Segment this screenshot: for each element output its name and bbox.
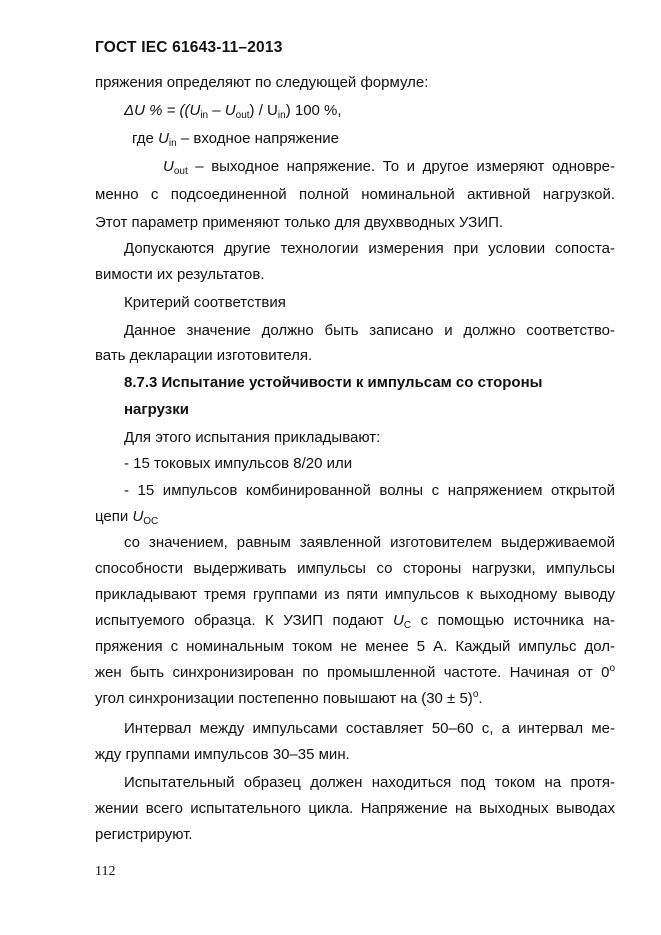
text-line: испытуемого образца. К УЗИП подают $U_C$ с помощью источника на- xyxy=(95,612,615,631)
text-line: жен быть синхронизирован по промышленной частоте. Начиная от 0$^o$ xyxy=(95,663,615,681)
text-line: вимости их результатов. xyxy=(95,266,265,283)
text-line: угол синхронизации постепенно повышают на $(30 \pm 5)^o$. xyxy=(95,689,483,707)
text-line: регистрируют. xyxy=(95,826,193,843)
document-header: ГОСТ IEC 61643-11–2013 xyxy=(95,39,283,56)
page-number: 112 xyxy=(95,864,116,879)
text-line: пряжения с номинальным током не менее 5 А. Каждый импульс дол- xyxy=(95,638,615,655)
formula-where-line: где $U_{in}$ – входное напряжение xyxy=(132,130,340,149)
list-item: - 15 импульсов комбинированной волны с напряжением открытой xyxy=(124,482,615,499)
text-line: Этот параметр применяют только для двухвводных УЗИП. xyxy=(95,214,504,231)
text-line: цепи $U_{OC}$ xyxy=(95,508,159,527)
text-line: пряжения определяют по следующей формуле: xyxy=(95,74,429,91)
text-line: способности выдерживать импульсы со стороны нагрузки, импульсы xyxy=(95,560,615,577)
text-line: менно с подсоединенной полной номинальной активной нагрузкой. xyxy=(95,186,615,203)
section-heading: 8.7.3 Испытание устойчивости к импульсам со стороны xyxy=(124,374,543,391)
section-heading-cont: нагрузки xyxy=(124,401,189,418)
text-line: жении всего испытательного цикла. Напряжение на выходных выводах xyxy=(95,800,615,817)
text-line: со значением, равным заявленной изготовителем выдерживаемой xyxy=(124,534,615,551)
list-item: - 15 токовых импульсов 8/20 или xyxy=(124,455,353,472)
text-line: Для этого испытания прикладывают: xyxy=(124,429,381,446)
text-line: вать декларации изготовителя. xyxy=(95,347,313,364)
text-line: жду группами импульсов 30–35 мин. xyxy=(95,746,350,763)
text-line: Критерий соответствия xyxy=(124,294,286,311)
text-line: Данное значение должно быть записано и должно соответство- xyxy=(124,322,615,339)
text-line: Допускаются другие технологии измерения при условии сопоста- xyxy=(124,240,615,257)
text-line: Испытательный образец должен находиться под током на протя- xyxy=(124,774,615,791)
text-line: $U_{out}$ – выходное напряжение. То и другое измеряют одновре- xyxy=(163,158,615,177)
text-line: прикладывают тремя группами из пяти импульсов к выходному выводу xyxy=(95,586,615,603)
formula: ΔU % = $((U_{in} - U_{out}) / U_{in})$ 100 %, xyxy=(124,102,342,121)
text-line: Интервал между импульсами составляет 50–60 с, а интервал ме- xyxy=(124,720,615,737)
